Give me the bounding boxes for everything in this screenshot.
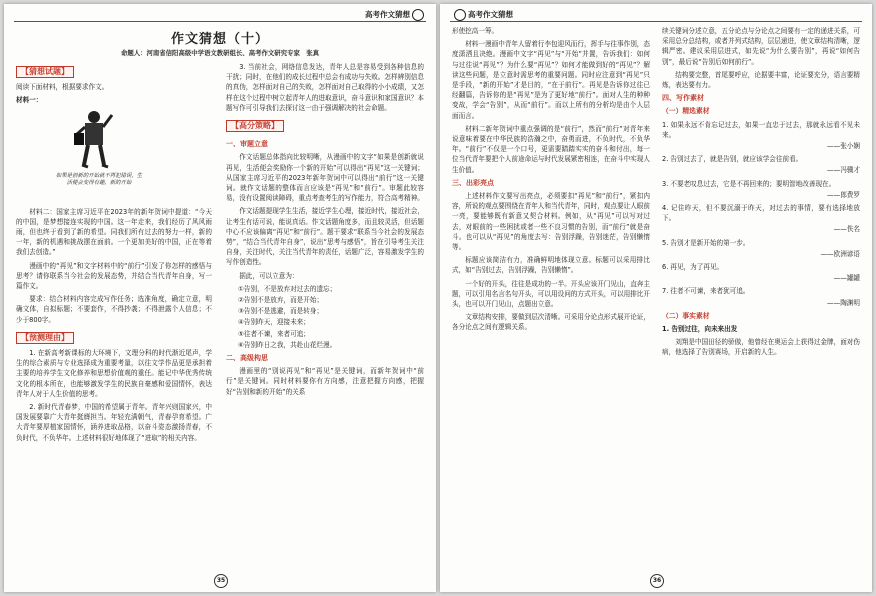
page-number: 36 — [650, 574, 664, 588]
quote-attribution: ——陶渊明 — [827, 298, 860, 307]
section-heading: 【猜想试题】 — [16, 66, 74, 78]
right-col-2 — [662, 26, 860, 361]
page-header: 高考作文猜想 — [452, 9, 513, 21]
quote-attribution: ——欧洲谚语 — [820, 249, 860, 258]
left-col-2 — [226, 62, 424, 400]
subsection-heading: （一）精选素材 — [662, 107, 710, 116]
requirements-text: 要求：结合材料内容完成写作任务；选准角度，确定立意，明确文体，自拟标题；不要套作，不得抄袭；不得泄露个人信息；不少于800字。 — [16, 295, 212, 324]
reason-2: 2. 新时代青春梦，中国的希望属于青年。青年兴则国家兴，中国发展要靠广大青年挺膺担当。年轻充满朝气，青春孕育希望。广大青年要厚植家国情怀，涵养进取品格，以奋斗姿态激扬青春，不负时代，不负华年。上述材料很好地体现了“进取”的相关内容。 — [16, 403, 212, 442]
section-heading: 【预测理由】 — [16, 332, 74, 344]
reason-3: 3. 当前社会，网络信息发达，青年人总是容易受到各种信息的干扰；同时，在他们的成长过程中总会有成功与失败。怎样辨别信息的真伪，怎样面对自己的失败，怎样面对自己取得的小小成绩，又怎样在这个过程中树立起青年人的进取意识，奋斗意识和家国意识？本题写作可引导我们去探讨这一由于强调解决的社会命题。 — [226, 63, 424, 112]
subsection-heading: 四、写作素材 — [662, 94, 704, 103]
byline: 命题人：河南省信阳高级中学语文教研组长、高考作文研究专家 张真 — [120, 49, 320, 57]
page-number: 35 — [214, 574, 228, 588]
body-paragraph: 作文话题提现学生生活，接近学生心理，接近时代，接近社会，让考生有话可说，能说真话。作文话题角度多，而且较灵活，但话题中心不应该偏离“再见”和“前行”。题干要求“联系当今社会的发展态势”，“结合当代青年自身”，说出“思考与感悟”，旨在引导考生关注自身，关注时代，关注当代青年的责任，话题广泛，容易激发学生的写作创造性。 — [226, 207, 424, 267]
reason-1: 1. 在新高考新课标的大环境下，文理分科的时代渐近尾声，学生的综合素质与专业选择成为重要考量，以往文学作品更是承担着主要的培养学生文化修养和思想价值观的重任。能记中华优秀传统文化的根本所在，也能够激发学生的民族自豪感和爱国情怀，表达青年人对于人生价值的思考。 — [16, 349, 212, 398]
page-header: 高考作文猜想 — [365, 9, 426, 21]
subsection-heading: （二）事实素材 — [662, 311, 710, 320]
quote-attribution: ——冯骥才 — [827, 166, 860, 175]
body-paragraph: 结构要完整，首尾要呼应，论据要丰富，论证要充分，语言要精炼，表达要有力。 — [662, 70, 860, 90]
quote: 5. 告别才是新开始的第一步。 — [662, 238, 750, 247]
subsection-heading: 三、出彩亮点 — [452, 178, 494, 187]
cartoon-illustration — [54, 109, 143, 205]
body-paragraph: 标题应该简洁有力，准确鲜明地体现立意。标题可以采用排比式，如“告别过去，告别浮躁，告别懒惰”。 — [452, 256, 650, 275]
body-paragraph: 一个好的开头，往往是成功的一半。开头应该开门见山，直奔主题，可以引用名言名句开头，可以用设问的方式开头，可以用排比开头，也可以开门见山，点题出立意。 — [452, 279, 650, 309]
page-title: 作文猜想（十） — [170, 32, 269, 47]
task-text: 漫画中的“再见”和文字材料中的“前行”引发了你怎样的感悟与思考？请你联系当今社会的发展态势，并结合当代青年自身，写一篇作文。 — [16, 261, 212, 291]
list-item: ①告别，不是放弃对过去的遗忘； — [238, 284, 337, 293]
header-divider — [14, 21, 426, 22]
list-item: ④告别昨天，迎接未来； — [238, 318, 310, 327]
cartoon-caption: 如果是创新的开始就不再犯错误，生活便会变得有趣，新的开始 — [55, 172, 143, 186]
body-paragraph: 形使挖高一筹。 — [452, 27, 499, 35]
list-item: ③告别不是逃避，而是转身； — [238, 307, 324, 316]
material-label: 材料一： — [16, 96, 43, 105]
body-paragraph: 作文话题总体指向比较明晰，从漫画中的文字“如果是创新就说再见，生活便会奖励你一个新的开始”可以得出“再见”这一关键词；从国家主席习近平的2023年新年贺词中可以得出“前行”这一关键词。就作文话题的整体而言应该是“再见”和“前行”。审题此较容易，没有设置阅读障碍，重点考查考生的写作能力，符合高考精神。 — [226, 153, 424, 203]
header-divider — [450, 21, 862, 22]
body-paragraph: 漫画里的“别说再见”和“再见”是关键词，而新年贺词中“前行”是关键词。同时材料要你有方向感，注意把握方向感，把握好“告别和新的开始”的关系 — [226, 367, 424, 396]
quote: 2. 告别过去了，就是告别，就应该学会往前看。 — [662, 155, 803, 164]
list-title: 据此，可以立意为： — [239, 271, 299, 280]
cartoon-figure-icon — [72, 109, 116, 171]
section-heading: 【高分策略】 — [226, 120, 284, 132]
quote-attribution: ——罐罐 — [833, 274, 860, 283]
list-item: ②告别不是放弃，而是开始； — [238, 296, 324, 305]
list-item: ⑥告别昨日之我，共赴山花烂漫。 — [238, 340, 337, 349]
quote-attribution: ——张小娴 — [827, 142, 860, 151]
subsection-heading: 二、高级构思 — [226, 354, 268, 363]
body-paragraph: 材料二新年贺词中重点强调的是“前行”，然而“前行”对青年来说意味着要在中华民族的浩瀚之中，奋勇而进，不负时代，不负华年。“前行”不仅是一个口号，更需要踏踏实实的奋斗和付出，每一位当代青年要把个人前途命运与时代发展紧密相连，在奋斗中实现人生价值。 — [452, 124, 650, 174]
quote: 3. 不要老叹息过去，它是不再回来的；要明智地改善现在。 — [662, 179, 836, 188]
body-paragraph: 文章结构安排，要做到层次清晰。可采用分论点形式展开论证，各分论点之间有逻辑关系。 — [452, 313, 650, 332]
fact-text: 刘翔是中国田径的骄傲，他曾经在奥运会上获得过金牌，面对伤病，他选择了告别赛场，开启新的人生。 — [662, 338, 860, 357]
header-logo-icon — [412, 9, 424, 21]
left-page — [4, 4, 436, 592]
quote: 6. 再见，为了再见。 — [662, 263, 724, 272]
quote-attribution: ——佚名 — [833, 225, 860, 234]
header-logo-icon — [454, 9, 466, 21]
prompt-text: 阅读下面材料，根据要求作文。 — [16, 83, 109, 92]
right-col-1 — [452, 26, 650, 336]
material-2: 材料二：国家主席习近平在2023年的新年贺词中提道：“今天的中国，是梦想接连实现的中国。这一年走来，我们经历了风风雨雨，但也终于看到了新的希望。同我们所有过去的努力一样，新的一年，新的机遇和挑战摆在面前。一个更加美好的中国，正在等着我们去创造。” — [16, 207, 212, 257]
list-item: ⑤往者不谏，来者可追； — [238, 329, 310, 338]
body-paragraph: 续关键词分述立意，五分论点与分论点之间要有一定的递进关系，可采用总分总结构，或者并列式结构，层层递进，使文章结构清晰，逻辑严密。建议采用层进式，如先说“为什么要告别”，再说“如何告别”，最后说“告别后如何前行”。 — [662, 27, 860, 66]
body-paragraph: 材料一漫画中青年人留着行李包迎风而行，挥手与往事作别，态度潇洒且决绝。漫画中文字“再见”与“开始”并置，告诉我们：如何与过往说“再见”？为什么要“再见”？如何才能做到好的“再见”？解读这些问题，是立意时需思考的重要问题。同时应注意到“再见”只是手段，“新的开始”才是目的，“在于前行”。再见是告诉你过往已经翻篇，告诉你的是“再见”是为了更好地“前行”。面对人生的种种变故，学会“告别”，从而“前行”。而以上所有的分析均是由个人层面而言。 — [452, 40, 650, 120]
right-page — [440, 4, 872, 592]
quote-attribution: ——郎费罗 — [827, 190, 860, 199]
quote: 4. 记住昨天，但不要沉溺于昨天，对过去的事情，要有选择地放下。 — [662, 204, 860, 223]
fact-title: 1. 告别过往，向未来出发 — [662, 325, 738, 334]
body-paragraph: 上述材料作文要写出亮点，必须要扣“再见”和“前行”，紧扣内容，所说的观点要围绕在青年人和当代青年，同时，观点要让人眼前一亮，要能够既有新意又契合材料。例如，从“再见”可以写对过去，对眼前的一些困扰或者一些不良习惯的告别，而“前行”就是奋斗。也可以从“再见”的角度去写：告别浮躁，告别迷茫，告别懒惰等。 — [452, 192, 650, 252]
subsection-heading: 一、审题立意 — [226, 140, 268, 149]
quote: 7. 往者不可谏，来者犹可追。 — [662, 287, 750, 296]
left-col-1 — [16, 62, 212, 446]
quote: 1. 如果永远不肯忘记过去，如果一直忠于过去，那就永远看不见未来。 — [662, 120, 860, 139]
